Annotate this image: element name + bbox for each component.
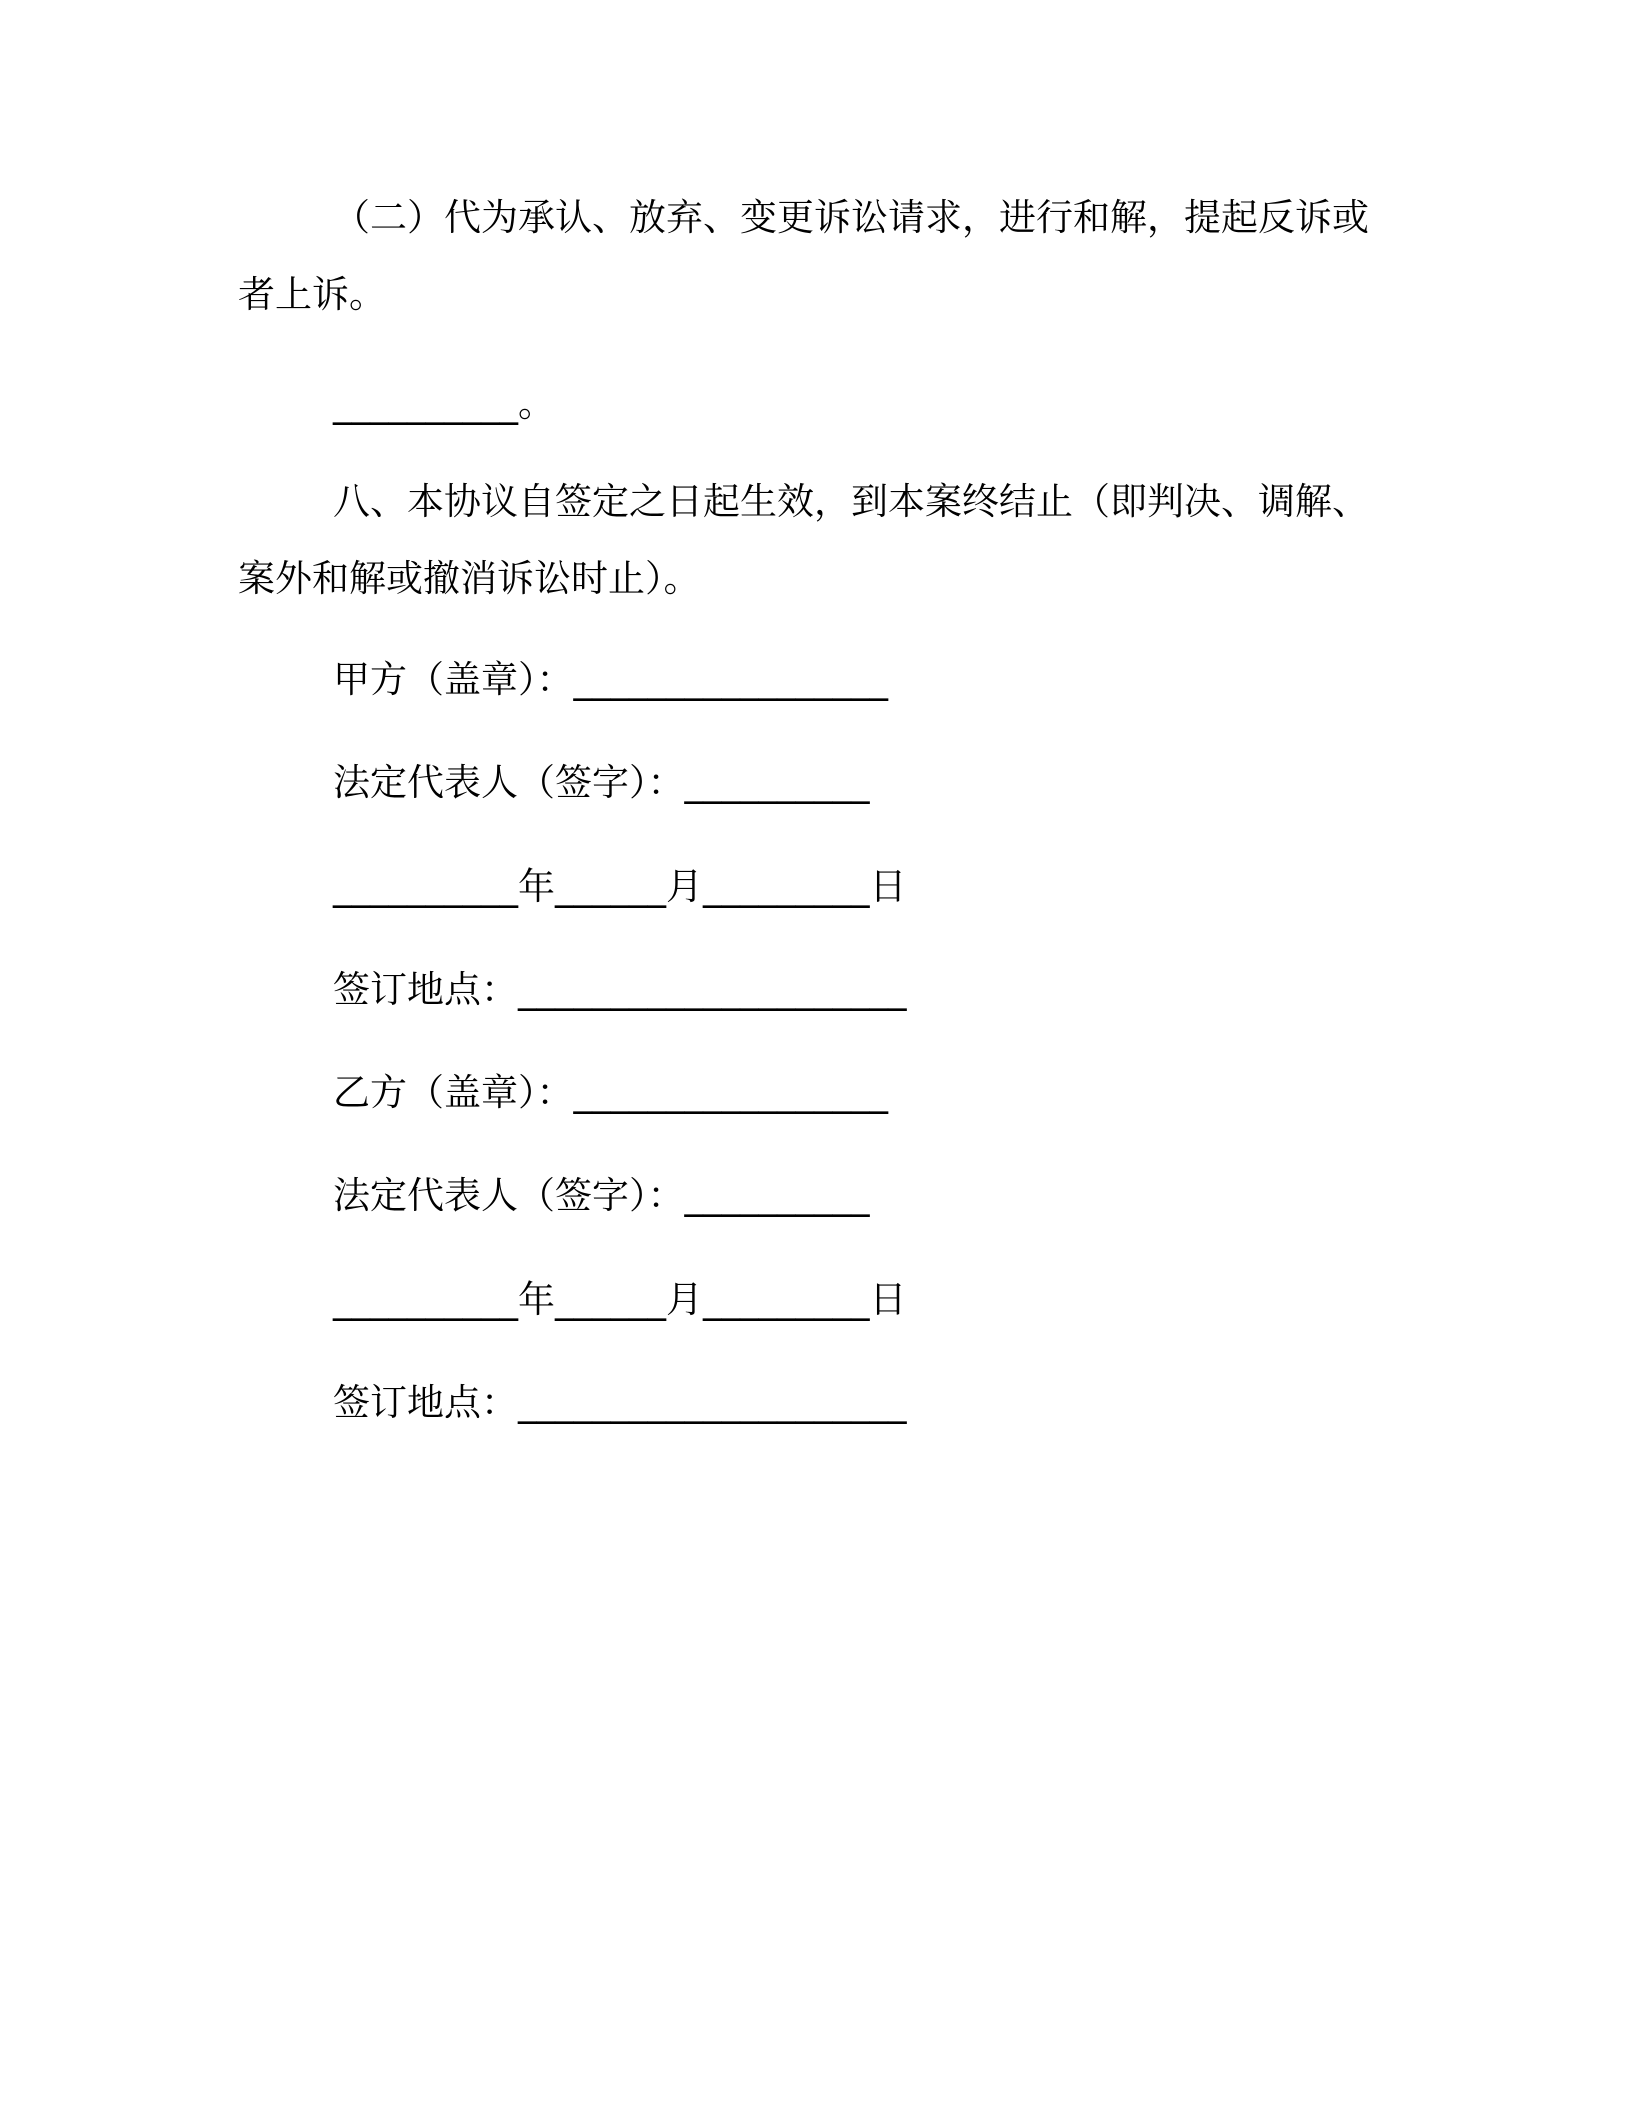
paragraph-8-line-2: 案外和解或撤消诉讼时止）。	[238, 557, 701, 600]
party-b-place: 签订地点：_____________________	[333, 1381, 907, 1424]
paragraph-2-line-1: （二）代为承认、放弃、变更诉讼请求，进行和解，提起反诉或	[333, 196, 1369, 239]
party-a-place: 签订地点：_____________________	[333, 968, 907, 1011]
party-b-representative: 法定代表人（签字）：__________	[333, 1174, 870, 1217]
party-a-date: __________年______月_________日	[333, 865, 907, 908]
paragraph-2-line-2: 者上诉。	[238, 273, 386, 316]
party-b-seal: 乙方（盖章）：_________________	[333, 1071, 888, 1114]
party-a-representative: 法定代表人（签字）：__________	[333, 761, 870, 804]
party-b-date: __________年______月_________日	[333, 1278, 907, 1321]
party-a-seal: 甲方（盖章）：_________________	[333, 658, 888, 701]
paragraph-3: __________。	[333, 382, 555, 425]
paragraph-8-line-1: 八、本协议自签定之日起生效，到本案终结止（即判决、调解、	[333, 480, 1369, 523]
